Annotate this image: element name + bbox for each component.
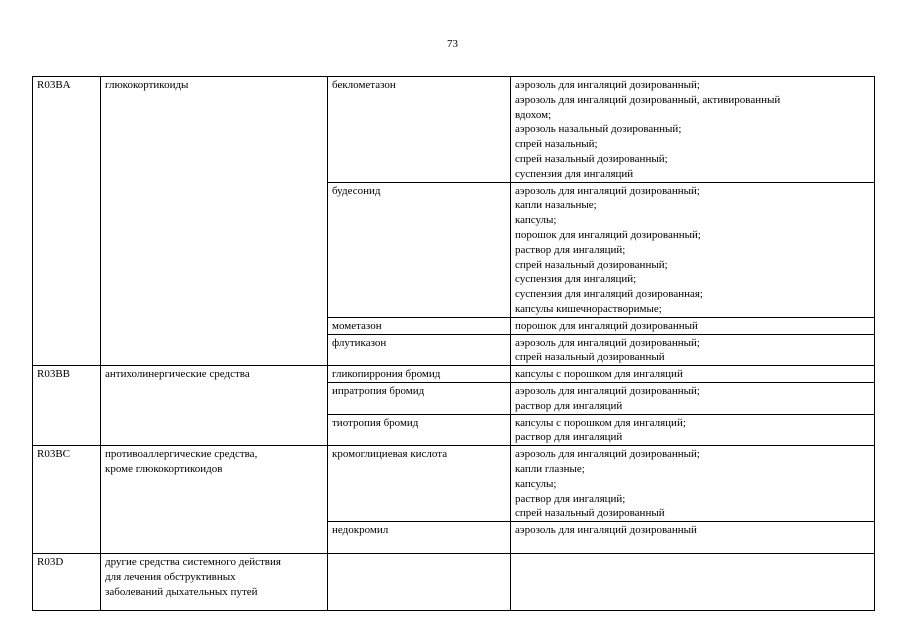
dosage-form-line: спрей назальный дозированный	[515, 351, 665, 364]
drug-name-cell	[328, 382, 511, 414]
drug-name: беклометазон	[332, 79, 396, 91]
drug-name: тиотропия бромид	[332, 416, 419, 429]
group-name-line: антихолинергические средства	[105, 368, 250, 381]
dosage-form-line: капсулы с порошком для ингаляций	[515, 368, 683, 381]
dosage-forms-cell	[511, 334, 875, 366]
drug-name-cell	[328, 522, 511, 554]
drug-name-cell	[328, 317, 511, 334]
drug-name-cell	[328, 77, 511, 183]
dosage-form-line: капли глазные;	[515, 462, 585, 475]
table-row	[33, 446, 875, 522]
drug-name: ипратропия бромид	[332, 384, 425, 397]
dosage-form-line: раствор для ингаляций	[515, 431, 623, 444]
drug-name: кромоглициевая кислота	[332, 448, 448, 461]
group-name-cell	[101, 446, 328, 554]
drug-name-cell	[328, 334, 511, 366]
dosage-form-line: капли назальные;	[515, 199, 597, 212]
dosage-forms-cell	[511, 522, 875, 554]
group-name-line: для лечения обструктивных	[105, 570, 236, 583]
drug-name-cell	[328, 366, 511, 383]
dosage-form-line: раствор для ингаляций	[515, 399, 623, 412]
dosage-form-line: аэрозоль для ингаляций дозированный;	[515, 336, 700, 349]
atc-code: R03BC	[37, 448, 71, 461]
atc-code-cell	[33, 446, 101, 554]
dosage-form-line: аэрозоль для ингаляций дозированный, активированный	[515, 93, 781, 106]
dosage-form-line: аэрозоль для ингаляций дозированный;	[515, 79, 700, 91]
atc-code-cell	[33, 366, 101, 446]
group-name-cell	[101, 77, 328, 366]
dosage-forms-cell	[511, 317, 875, 334]
drug-table	[32, 76, 875, 611]
dosage-form-line: суспензия для ингаляций дозированная;	[515, 288, 703, 301]
drug-name-cell	[328, 446, 511, 522]
dosage-forms-cell	[511, 553, 875, 610]
drug-name-cell	[328, 182, 511, 317]
group-name-line: противоаллергические средства,	[105, 448, 258, 461]
group-name-line: глюкокортикоиды	[105, 79, 189, 91]
dosage-form-line: капсулы с порошком для ингаляций;	[515, 416, 686, 429]
table-row	[33, 77, 875, 183]
table-body	[33, 77, 875, 611]
dosage-form-line: спрей назальный дозированный;	[515, 152, 668, 165]
dosage-form-line: аэрозоль для ингаляций дозированный	[515, 524, 697, 537]
dosage-forms-cell	[511, 414, 875, 446]
dosage-form-line: спрей назальный;	[515, 138, 598, 151]
dosage-form-line: капсулы;	[515, 477, 557, 490]
dosage-form-line: аэрозоль назальный дозированный;	[515, 123, 682, 136]
atc-code-cell	[33, 553, 101, 610]
dosage-form-line: порошок для ингаляций дозированный	[515, 319, 698, 332]
dosage-form-line: капсулы кишечнорастворимые;	[515, 302, 662, 315]
dosage-form-line: спрей назальный дозированный;	[515, 258, 668, 271]
drug-name-cell	[328, 414, 511, 446]
dosage-form-line: суспензия для ингаляций;	[515, 273, 637, 286]
group-name-line: другие средства системного действия	[105, 555, 281, 568]
dosage-form-line: капсулы;	[515, 214, 557, 227]
group-name-line: кроме глюкокортикоидов	[105, 462, 223, 475]
dosage-forms-cell	[511, 182, 875, 317]
dosage-form-line: раствор для ингаляций;	[515, 243, 626, 256]
drug-name: гликопиррония бромид	[332, 368, 441, 381]
page-number: 73	[447, 38, 458, 50]
dosage-form-line: спрей назальный дозированный	[515, 507, 665, 520]
atc-code: R03BB	[37, 368, 71, 381]
atc-code: R03D	[37, 555, 64, 568]
drug-name: мометазон	[332, 319, 382, 332]
drug-name: недокромил	[332, 524, 389, 537]
dosage-forms-cell	[511, 77, 875, 183]
atc-code: R03BA	[37, 79, 71, 91]
dosage-forms-cell	[511, 382, 875, 414]
dosage-form-line: аэрозоль для ингаляций дозированный;	[515, 184, 700, 197]
group-name-cell	[101, 366, 328, 446]
drug-name: будесонид	[332, 184, 381, 197]
atc-code-cell	[33, 77, 101, 366]
table-row	[33, 366, 875, 383]
group-name-cell	[101, 553, 328, 610]
group-name-line: заболеваний дыхательных путей	[105, 585, 258, 598]
dosage-form-line: аэрозоль для ингаляций дозированный;	[515, 384, 700, 397]
dosage-form-line: суспензия для ингаляций	[515, 167, 634, 180]
dosage-form-line: порошок для ингаляций дозированный;	[515, 228, 701, 241]
dosage-forms-cell	[511, 366, 875, 383]
drug-name: флутиказон	[332, 336, 387, 349]
table-row	[33, 553, 875, 610]
dosage-form-line: аэрозоль для ингаляций дозированный;	[515, 448, 700, 461]
dosage-form-line: раствор для ингаляций;	[515, 492, 626, 505]
dosage-forms-cell	[511, 446, 875, 522]
drug-name-cell	[328, 553, 511, 610]
dosage-form-line: вдохом;	[515, 108, 552, 121]
